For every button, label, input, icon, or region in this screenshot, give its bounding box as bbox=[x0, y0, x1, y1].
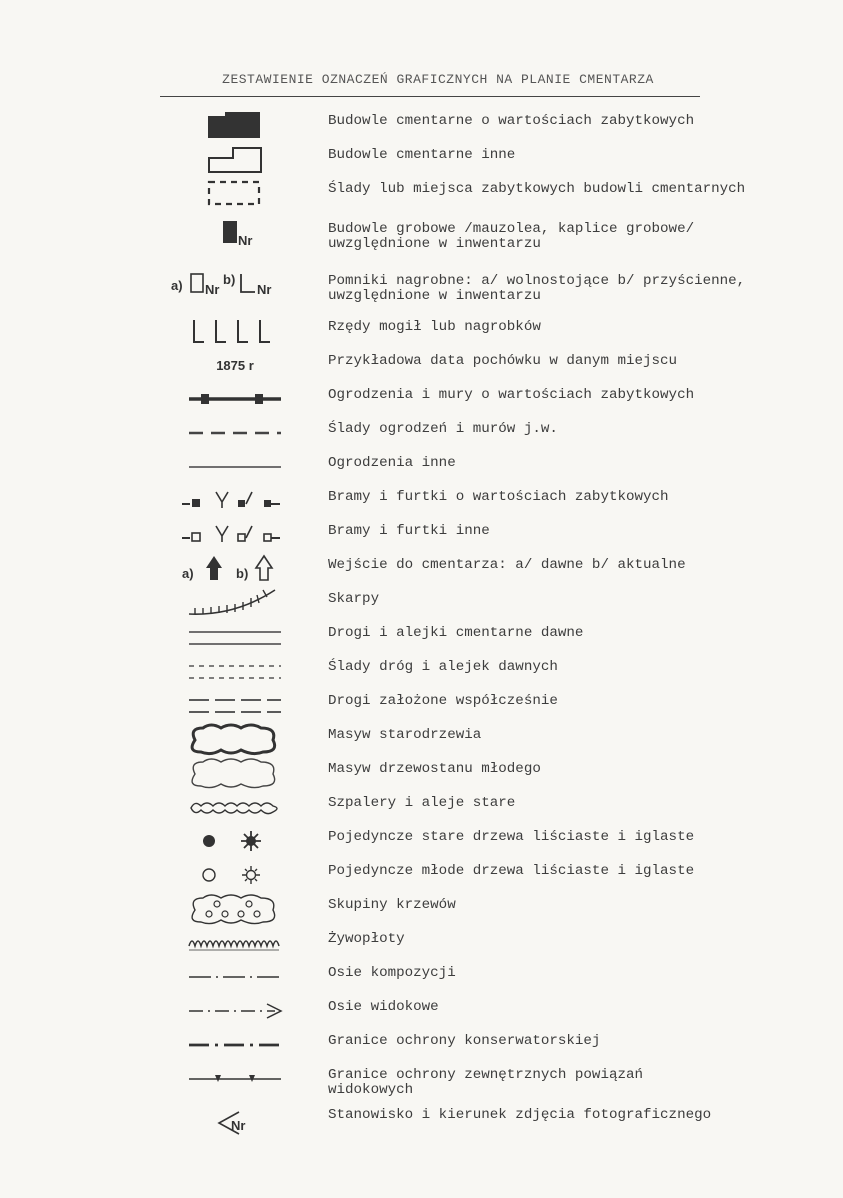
heritage-fence-icon bbox=[170, 382, 300, 416]
legend-label: Granice ochrony konserwatorskiej bbox=[328, 1033, 601, 1049]
legend-label: Rzędy mogił lub nagrobków bbox=[328, 319, 541, 335]
legend-label: Ogrodzenia inne bbox=[328, 455, 456, 471]
young-trees-mass-icon bbox=[170, 756, 300, 790]
nr-mark: Nr bbox=[238, 233, 253, 248]
legend-label: Żywopłoty bbox=[328, 931, 405, 947]
old-path-icon bbox=[170, 620, 300, 654]
legend-label: Drogi i alejki cmentarne dawne bbox=[328, 625, 584, 641]
fence-traces-icon bbox=[170, 416, 300, 450]
variant-b-mark: b) bbox=[236, 566, 249, 581]
nr-mark: Nr bbox=[257, 282, 272, 297]
legend-label: Ślady dróg i alejek dawnych bbox=[328, 659, 558, 675]
legend-label: Pojedyncze młode drzewa liściaste i iglaste bbox=[328, 863, 695, 879]
legend-label: Osie kompozycji bbox=[328, 965, 456, 981]
legend-label: Ślady lub miejsca zabytkowych budowli cmentarnych bbox=[328, 181, 746, 197]
grave-rows-icon bbox=[170, 314, 300, 348]
legend-label: Skarpy bbox=[328, 591, 380, 607]
title-underline bbox=[160, 96, 700, 97]
legend-label: Skupiny krzewów bbox=[328, 897, 456, 913]
document-title: ZESTAWIENIE OZNACZEŃ GRAFICZNYCH NA PLANIE CMENTARZA bbox=[222, 72, 654, 87]
entrance-arrow-icon bbox=[170, 552, 300, 586]
view-axis-icon bbox=[170, 994, 300, 1028]
variant-a-mark: a) bbox=[182, 566, 194, 581]
old-trees-mass-icon bbox=[170, 722, 300, 756]
mausoleum-icon bbox=[170, 216, 300, 250]
burial-date-mark: 1875 r bbox=[216, 357, 254, 373]
legend-label: Masyw starodrzewia bbox=[328, 727, 482, 743]
composition-axis-icon bbox=[170, 960, 300, 994]
legend-label: Pojedyncze stare drzewa liściaste i iglaste bbox=[328, 829, 695, 845]
legend-label: Osie widokowe bbox=[328, 999, 439, 1015]
other-fence-icon bbox=[170, 450, 300, 484]
escarpment-icon bbox=[170, 586, 300, 620]
path-traces-icon bbox=[170, 654, 300, 688]
tree-rows-icon bbox=[170, 790, 300, 824]
nr-mark: Nr bbox=[205, 282, 220, 297]
legend-label: Szpalery i aleje stare bbox=[328, 795, 516, 811]
variant-a-mark: a) bbox=[171, 278, 183, 293]
legend-label: Budowle cmentarne o wartościach zabytkowych bbox=[328, 113, 695, 129]
modern-road-icon bbox=[170, 688, 300, 722]
burial-date-icon bbox=[170, 348, 300, 382]
legend-label: Bramy i furtki o wartościach zabytkowych bbox=[328, 489, 669, 505]
building-traces-icon bbox=[170, 176, 300, 210]
legend-label: Stanowisko i kierunek zdjęcia fotograficznego bbox=[328, 1107, 712, 1123]
hedge-icon bbox=[170, 926, 300, 960]
external-view-boundary-icon bbox=[170, 1062, 300, 1096]
legend-label: Ogrodzenia i mury o wartościach zabytkowych bbox=[328, 387, 695, 403]
legend-label: Pomniki nagrobne: a/ wolnostojące b/ przyścienne, uwzględnione w inwentarzu bbox=[328, 273, 746, 304]
photo-position-icon bbox=[170, 1106, 300, 1140]
legend-label: Budowle cmentarne inne bbox=[328, 147, 516, 163]
legend-label: Granice ochrony zewnętrznych powiązań widokowych bbox=[328, 1067, 644, 1098]
other-building-icon bbox=[170, 142, 300, 176]
heritage-building-icon bbox=[170, 108, 300, 142]
heritage-gate-icon bbox=[170, 484, 300, 518]
legend-label: Przykładowa data pochówku w danym miejscu bbox=[328, 353, 678, 369]
shrub-groups-icon bbox=[170, 892, 300, 926]
legend-label: Budowle grobowe /mauzolea, kaplice grobowe/ uwzględnione w inwentarzu bbox=[328, 221, 695, 252]
old-single-trees-icon bbox=[170, 824, 300, 858]
conservation-boundary-icon bbox=[170, 1028, 300, 1062]
young-single-trees-icon bbox=[170, 858, 300, 892]
monument-icon bbox=[164, 268, 304, 302]
other-gate-icon bbox=[170, 518, 300, 552]
legend-label: Drogi założone współcześnie bbox=[328, 693, 558, 709]
legend-label: Ślady ogrodzeń i murów j.w. bbox=[328, 421, 558, 437]
legend-label: Wejście do cmentarza: a/ dawne b/ aktualne bbox=[328, 557, 686, 573]
nr-mark: Nr bbox=[231, 1118, 246, 1133]
variant-b-mark: b) bbox=[223, 272, 236, 287]
legend-label: Bramy i furtki inne bbox=[328, 523, 490, 539]
legend-label: Masyw drzewostanu młodego bbox=[328, 761, 541, 777]
